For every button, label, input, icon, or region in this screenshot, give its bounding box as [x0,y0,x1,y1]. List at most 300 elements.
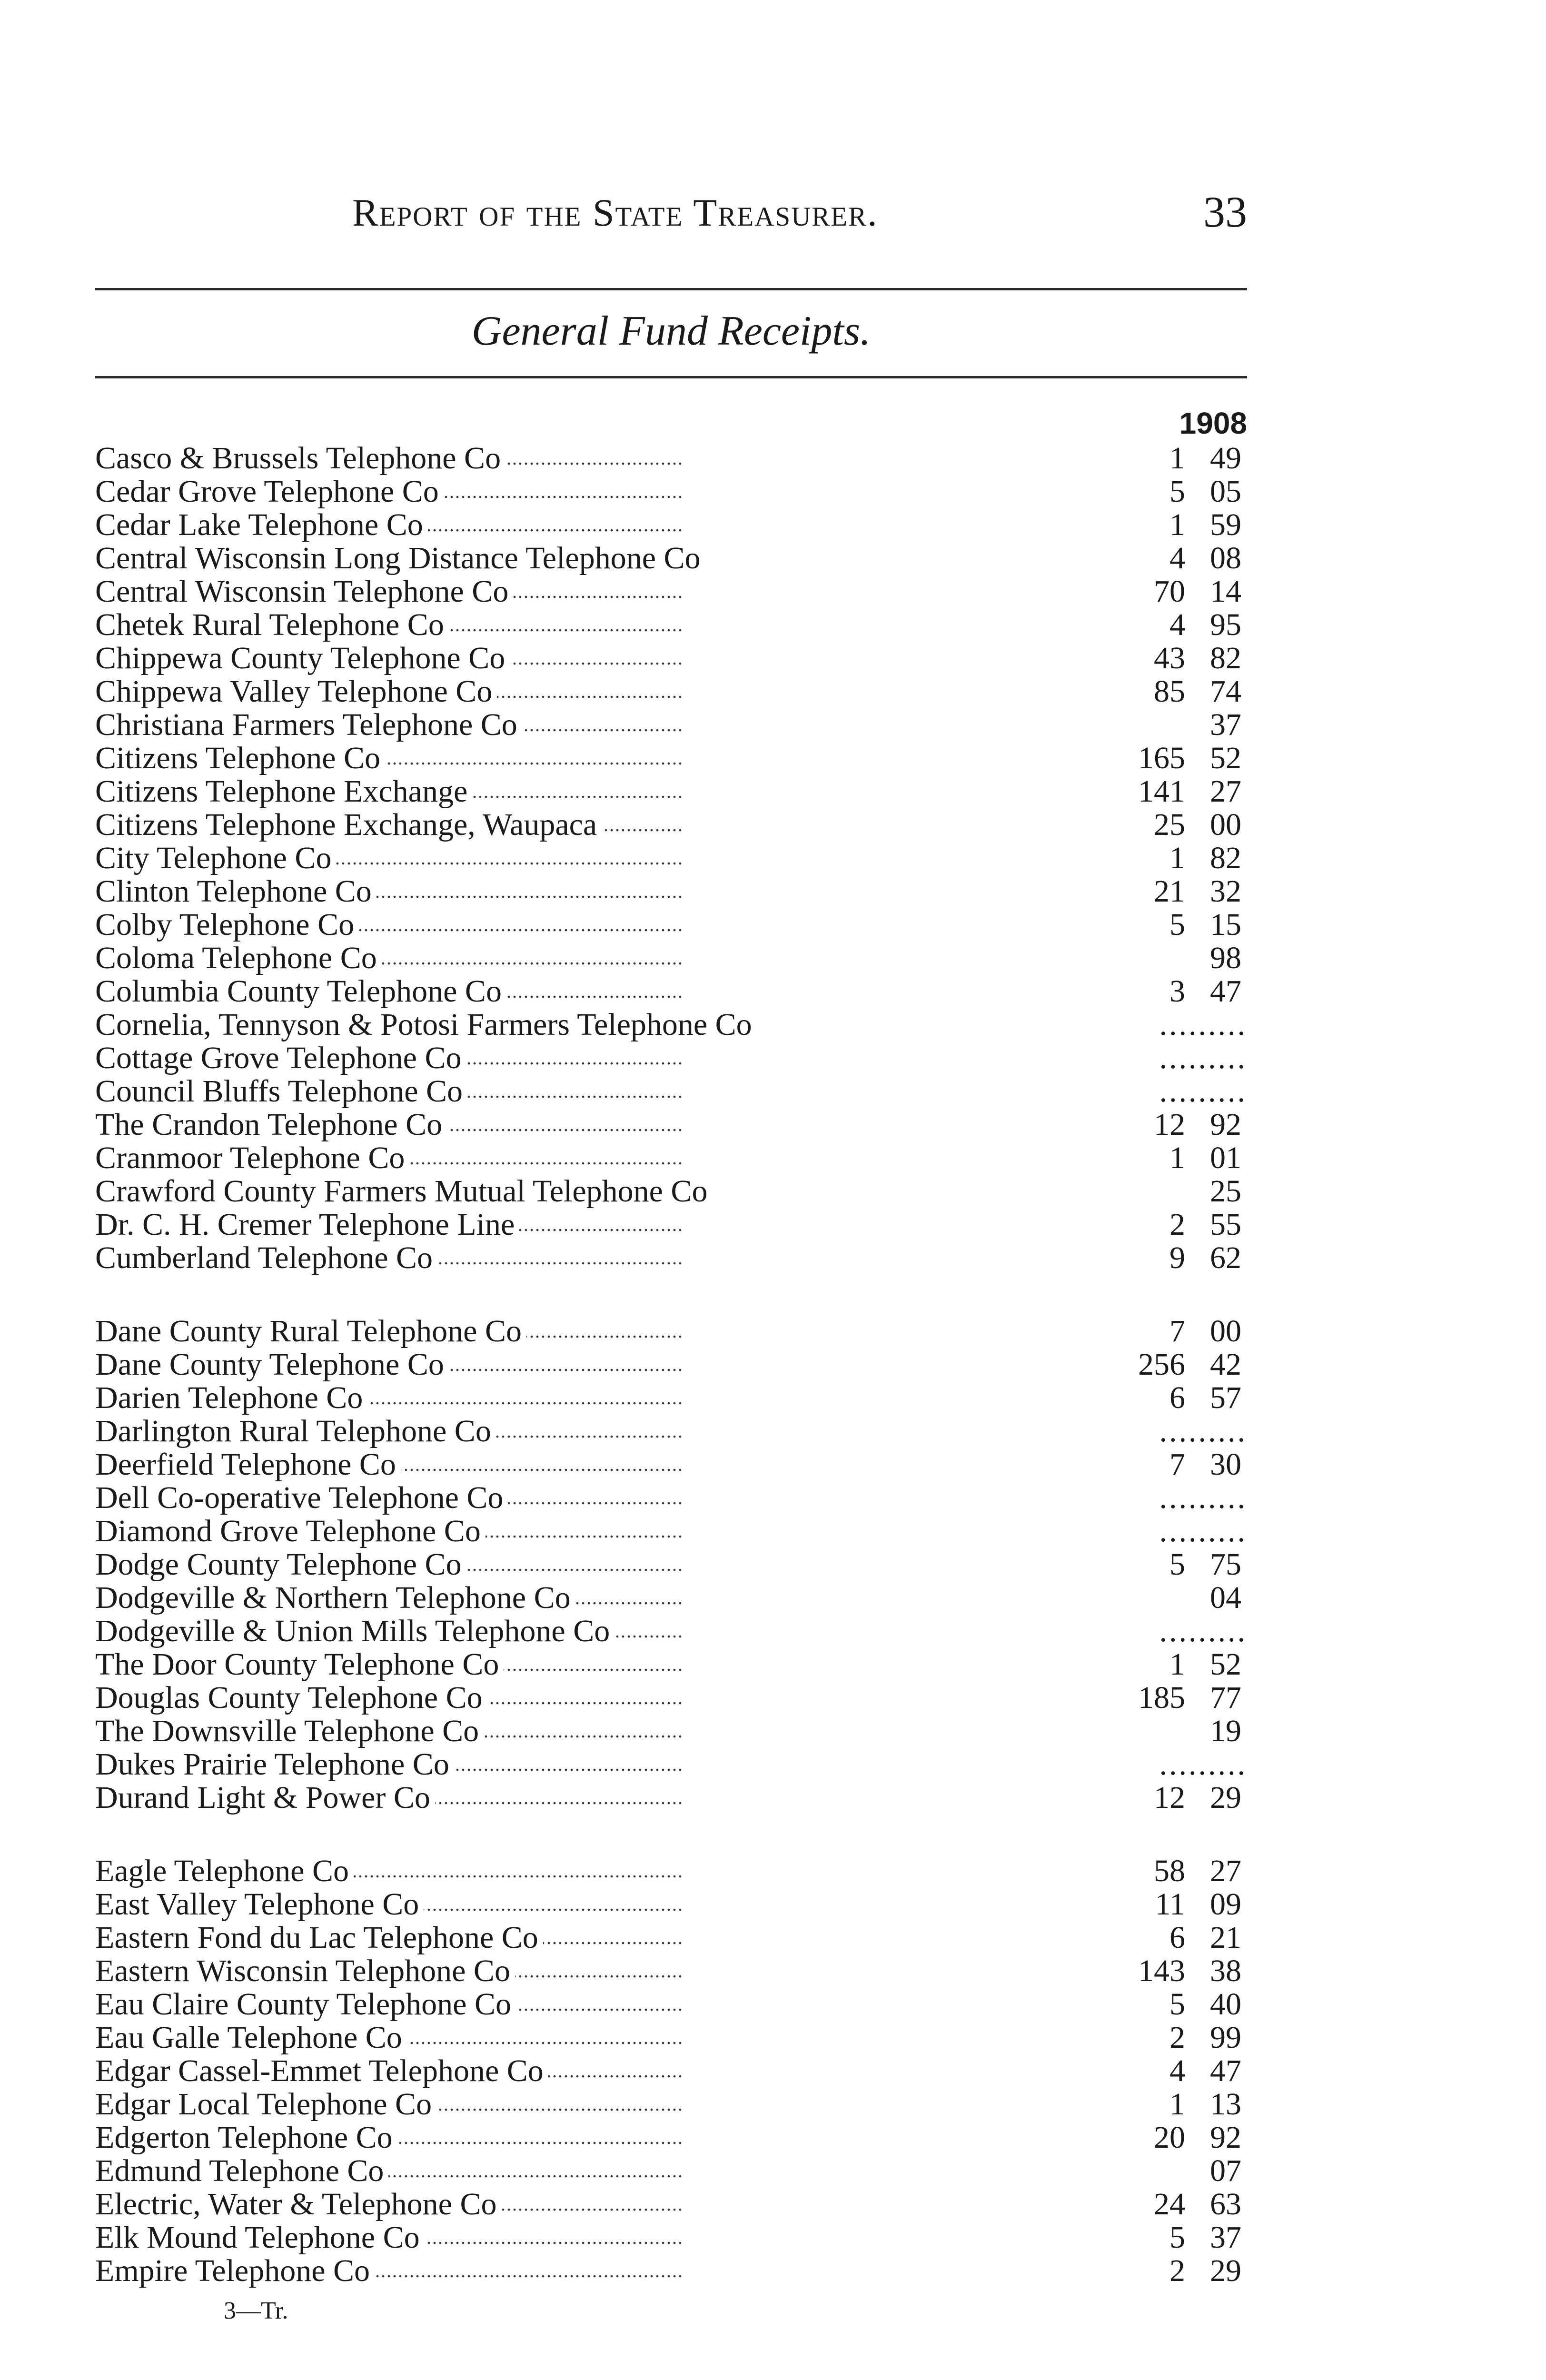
company-name-text: Dodgeville & Northern Telephone Co [95,1581,575,1615]
amount-dollars: 5 [1169,1987,1185,2022]
list-item [95,542,1247,575]
amount-cents: 08 [1210,541,1241,575]
amount [1076,1381,1247,1415]
amount [1076,1615,1247,1648]
amount [1076,575,1247,608]
amount-dollars: 1 [1169,507,1185,542]
signature-mark: 3—Tr. [224,2297,288,2324]
company-name [95,2188,1047,2221]
list-item [95,1854,1247,1888]
amount [1076,1715,1247,1748]
amount-dollars: 7 [1169,1314,1185,1349]
company-name [95,575,1047,608]
company-name-text: Citizens Telephone Co [95,742,385,775]
company-name [95,608,1047,642]
company-name [95,875,1047,908]
list-item [95,775,1247,808]
amount [1076,1241,1247,1275]
amount-cents: 37 [1210,707,1241,742]
list-item [95,1615,1247,1648]
amount [1076,1315,1247,1348]
amount-dollars: 4 [1169,2053,1185,2088]
company-name [95,1921,1047,1954]
amount-dollars: 1 [1169,1140,1185,1175]
company-name [95,2054,1047,2088]
list-item [95,1715,1247,1748]
company-name [95,842,1047,875]
amount-cents: 13 [1210,2087,1241,2122]
amount [1076,2021,1247,2054]
amount-dollars: 43 [1154,641,1185,675]
amount-cents: 30 [1210,1447,1241,1482]
no-amount-leader: ......... [1159,1414,1247,1448]
company-name-text: Empire Telephone Co [95,2254,375,2288]
amount [1076,1041,1247,1075]
amount [1076,1108,1247,1141]
amount-cents: 07 [1210,2153,1241,2188]
amount-cents: 74 [1210,674,1241,709]
amount-cents: 55 [1210,1207,1241,1242]
company-name-text: Central Wisconsin Long Distance Telephone Co [95,542,705,575]
list-item [95,1415,1247,1448]
amount-dollars: 3 [1169,974,1185,1009]
top-rule [95,288,1247,290]
amount [1076,2121,1247,2154]
company-name-text: Edgerton Telephone Co [95,2121,397,2154]
list-item [95,1581,1247,1615]
amount-dollars: 11 [1155,1887,1185,1922]
no-amount-leader: ......... [1159,1041,1247,1075]
amount [1076,2221,1247,2254]
amount-dollars: 6 [1169,1920,1185,1955]
company-name [95,1108,1047,1141]
list-item [95,642,1247,675]
no-amount-leader: ......... [1159,1074,1247,1109]
amount-cents: 00 [1210,807,1241,842]
list-item [95,1348,1247,1381]
list-item [95,1548,1247,1581]
list-item [95,1888,1247,1921]
company-name-text: Cottage Grove Telephone Co [95,1041,466,1075]
amount [1076,1921,1247,1954]
company-name [95,2088,1047,2121]
list-item [95,1041,1247,1075]
amount [1076,1648,1247,1681]
amount-dollars: 2 [1169,1207,1185,1242]
company-name [95,1615,1047,1648]
company-name-text: Douglas County Telephone Co [95,1681,487,1715]
amount [1076,508,1247,542]
company-name-text: The Downsville Telephone Co [95,1715,484,1748]
amount-dollars: 58 [1154,1854,1185,1888]
company-name [95,1208,1047,1241]
amount-cents: 09 [1210,1887,1241,1922]
amount-cents: 92 [1210,2120,1241,2155]
company-name-text: Christiana Farmers Telephone Co [95,708,522,742]
amount [1076,2188,1247,2221]
company-name-text: East Valley Telephone Co [95,1888,424,1921]
amount [1076,1515,1247,1548]
company-name-text: Edmund Telephone Co [95,2154,388,2188]
amount-dollars: 7 [1169,1447,1185,1482]
company-name [95,1381,1047,1415]
amount [1076,1208,1247,1241]
amount-cents: 29 [1210,1780,1241,1815]
amount [1076,1854,1247,1888]
company-name-text: Diamond Grove Telephone Co [95,1515,486,1548]
list-item [95,2121,1247,2154]
amount-dollars: 4 [1169,607,1185,642]
amount-cents: 37 [1210,2220,1241,2255]
amount-dollars: 1 [1169,841,1185,875]
amount-cents: 25 [1210,1174,1241,1209]
amount [1076,2254,1247,2288]
company-name-text: Dane County Telephone Co [95,1348,449,1381]
amount [1076,1748,1247,1781]
list-item [95,2021,1247,2054]
amount [1076,1415,1247,1448]
amount [1076,942,1247,975]
amount-cents: 77 [1210,1680,1241,1715]
company-name-text: Cedar Lake Telephone Co [95,508,428,542]
company-name [95,2121,1047,2154]
list-item [95,475,1247,508]
list-item [95,1481,1247,1515]
amount [1076,2088,1247,2121]
amount-cents: 00 [1210,1314,1241,1349]
amount [1076,1988,1247,2021]
list-item [95,1681,1247,1715]
company-name [95,1415,1047,1448]
company-name [95,2221,1047,2254]
list-item [95,842,1247,875]
amount [1076,2054,1247,2088]
no-amount-leader: ......... [1159,1614,1247,1648]
list-item [95,1075,1247,1108]
company-name [95,1781,1047,1815]
company-name [95,1175,1047,1208]
amount [1076,808,1247,842]
amount-cents: 63 [1210,2187,1241,2221]
amount [1076,1581,1247,1615]
amount [1076,1781,1247,1815]
company-name-text: Edgar Local Telephone Co [95,2088,436,2121]
list-item [95,675,1247,708]
list-item [95,608,1247,642]
amount-cents: 19 [1210,1714,1241,1748]
company-name [95,1348,1047,1381]
list-item [95,975,1247,1008]
company-name [95,1141,1047,1175]
company-name [95,1888,1047,1921]
company-name [95,1715,1047,1748]
receipts-list [95,442,1247,2288]
company-name-text: Council Bluffs Telephone Co [95,1075,467,1108]
company-name [95,1748,1047,1781]
amount-cents: 92 [1210,1107,1241,1142]
company-name [95,1988,1047,2021]
company-name-text: Coloma Telephone Co [95,942,382,975]
list-item [95,1921,1247,1954]
company-name-text: Dell Co-operative Telephone Co [95,1481,508,1515]
amount [1076,1888,1247,1921]
company-name [95,808,1047,842]
no-amount-leader: ......... [1159,1007,1247,1042]
amount-dollars: 1 [1169,1647,1185,1682]
amount [1076,975,1247,1008]
company-name-text: Chippewa County Telephone Co [95,642,510,675]
amount [1076,1348,1247,1381]
page-number: 33 [1203,188,1247,236]
amount [1076,708,1247,742]
amount-dollars: 70 [1154,574,1185,609]
amount [1076,908,1247,942]
company-name [95,642,1047,675]
list-item [95,1315,1247,1348]
section-title: General Fund Receipts. [471,308,871,354]
amount-dollars: 141 [1138,774,1185,809]
list-item [95,1954,1247,1988]
amount-dollars: 9 [1169,1240,1185,1275]
list-item [95,808,1247,842]
amount-cents: 47 [1210,2053,1241,2088]
company-name-text: Dodge County Telephone Co [95,1548,466,1581]
list-item [95,1108,1247,1141]
running-header [95,190,1247,238]
company-name-text: Dodgeville & Union Mills Telephone Co [95,1615,614,1648]
amount-cents: 29 [1210,2253,1241,2288]
amount [1076,742,1247,775]
company-name-text: Crawford County Farmers Mutual Telephone Co [95,1175,712,1208]
amount-cents: 82 [1210,841,1241,875]
amount [1076,842,1247,875]
company-name [95,1241,1047,1275]
company-name-text: Clinton Telephone Co [95,875,377,908]
company-name-text: City Telephone Co [95,842,336,875]
list-item [95,2188,1247,2221]
company-name-text: Columbia County Telephone Co [95,975,506,1008]
bottom-rule [95,376,1247,378]
amount-dollars: 25 [1154,807,1185,842]
amount-dollars: 1 [1169,441,1185,476]
amount-cents: 52 [1210,1647,1241,1682]
company-name-text: Casco & Brussels Telephone Co [95,442,505,475]
list-item [95,442,1247,475]
amount-dollars: 1 [1169,2087,1185,2122]
company-name-text: Chetek Rural Telephone Co [95,608,449,642]
company-name [95,2154,1047,2188]
company-name-text: Citizens Telephone Exchange, Waupaca [95,808,602,842]
company-name-text: Dane County Rural Telephone Co [95,1315,526,1348]
company-name-text: Darien Telephone Co [95,1381,367,1415]
company-name [95,508,1047,542]
amount-cents: 75 [1210,1547,1241,1582]
list-item [95,1381,1247,1415]
amount [1076,2154,1247,2188]
amount-cents: 62 [1210,1240,1241,1275]
company-name-text: The Crandon Telephone Co [95,1108,447,1141]
company-name [95,908,1047,942]
company-name [95,1448,1047,1481]
list-item [95,2154,1247,2188]
amount-dollars: 12 [1154,1107,1185,1142]
amount-cents: 59 [1210,507,1241,542]
list-item [95,2254,1247,2288]
company-name [95,442,1047,475]
amount-cents: 40 [1210,1987,1241,2022]
amount-cents: 99 [1210,2020,1241,2055]
no-amount-leader: ......... [1159,1514,1247,1548]
company-name [95,1315,1047,1348]
amount-dollars: 5 [1169,907,1185,942]
amount [1076,442,1247,475]
company-name-text: Central Wisconsin Telephone Co [95,575,513,608]
amount-cents: 27 [1210,1854,1241,1888]
amount-dollars: 21 [1154,874,1185,909]
amount-cents: 49 [1210,441,1241,476]
amount [1076,875,1247,908]
amount-cents: 04 [1210,1580,1241,1615]
amount [1076,775,1247,808]
list-item [95,1988,1247,2021]
no-amount-leader: ......... [1159,1747,1247,1782]
company-name [95,542,1047,575]
company-name-text: Eastern Wisconsin Telephone Co [95,1954,515,1988]
amount [1076,1954,1247,1988]
list-item [95,1141,1247,1175]
no-amount-leader: ......... [1159,1480,1247,1515]
amount-dollars: 12 [1154,1780,1185,1815]
list-item [95,708,1247,742]
amount-dollars: 143 [1138,1954,1185,1988]
amount [1076,542,1247,575]
company-name [95,1008,1047,1041]
amount [1076,1141,1247,1175]
header-title: Report of the State Treasurer. [352,191,878,234]
list-item [95,1208,1247,1241]
list-item [95,1175,1247,1208]
amount-cents: 27 [1210,774,1241,809]
amount-dollars: 20 [1154,2120,1185,2155]
company-name [95,1075,1047,1108]
company-name-text: Eastern Fond du Lac Telephone Co [95,1921,543,1954]
company-name-text: Elk Mound Telephone Co [95,2221,425,2254]
amount-cents: 14 [1210,574,1241,609]
company-name [95,742,1047,775]
amount-cents: 98 [1210,941,1241,975]
amount-cents: 52 [1210,741,1241,775]
company-name-text: Electric, Water & Telephone Co [95,2188,502,2221]
company-name [95,1548,1047,1581]
company-name [95,1041,1047,1075]
amount [1076,1175,1247,1208]
amount [1076,1008,1247,1041]
company-name-text: Edgar Cassel-Emmet Telephone Co [95,2054,548,2088]
amount-cents: 32 [1210,874,1241,909]
year-column-header: 1908 [1179,406,1247,440]
company-name-text: Dukes Prairie Telephone Co [95,1748,454,1781]
list-item [95,1448,1247,1481]
list-item [95,1648,1247,1681]
amount-cents: 21 [1210,1920,1241,1955]
company-name [95,1648,1047,1681]
amount-cents: 82 [1210,641,1241,675]
list-item [95,1781,1247,1815]
amount-cents: 47 [1210,974,1241,1009]
amount-dollars: 256 [1138,1347,1185,1382]
amount-dollars: 4 [1169,541,1185,575]
company-name [95,1481,1047,1515]
amount [1076,475,1247,508]
company-name-text: Citizens Telephone Exchange [95,775,472,808]
company-name-text: Colby Telephone Co [95,908,359,942]
list-item [95,942,1247,975]
amount [1076,1681,1247,1715]
list-item [95,1241,1247,1275]
company-name [95,475,1047,508]
amount-cents: 15 [1210,907,1241,942]
list-item [95,575,1247,608]
list-item [95,2221,1247,2254]
company-name [95,942,1047,975]
company-name [95,675,1047,708]
list-item [95,2054,1247,2088]
company-name-text: The Door County Telephone Co [95,1648,504,1681]
company-name-text: Dr. C. H. Cremer Telephone Line [95,1208,519,1241]
amount [1076,608,1247,642]
list-item [95,908,1247,942]
list-item [95,2088,1247,2121]
amount-cents: 42 [1210,1347,1241,1382]
amount-cents: 57 [1210,1380,1241,1415]
amount-dollars: 185 [1138,1680,1185,1715]
company-name-text: Eau Claire County Telephone Co [95,1988,516,2021]
amount-dollars: 6 [1169,1380,1185,1415]
list-item [95,1008,1247,1041]
amount-dollars: 2 [1169,2020,1185,2055]
company-name [95,1581,1047,1615]
amount-cents: 95 [1210,607,1241,642]
company-name-text: Eau Galle Telephone Co [95,2021,407,2054]
company-name [95,2254,1047,2288]
amount-dollars: 5 [1169,2220,1185,2255]
company-name [95,975,1047,1008]
company-name-text: Chippewa Valley Telephone Co [95,675,497,708]
list-item [95,742,1247,775]
company-name-text: Durand Light & Power Co [95,1781,435,1815]
amount-cents: 38 [1210,1954,1241,1988]
company-name [95,1954,1047,1988]
amount [1076,1548,1247,1581]
company-name [95,1854,1047,1888]
amount-cents: 01 [1210,1140,1241,1175]
list-item [95,1748,1247,1781]
list-item [95,508,1247,542]
company-name-text: Cumberland Telephone Co [95,1241,437,1275]
amount-dollars: 165 [1138,741,1185,775]
amount-dollars: 2 [1169,2253,1185,2288]
amount [1076,1075,1247,1108]
amount-dollars: 24 [1154,2187,1185,2221]
company-name-text: Deerfield Telephone Co [95,1448,401,1481]
amount [1076,1481,1247,1515]
amount-dollars: 85 [1154,674,1185,709]
amount-cents: 05 [1210,474,1241,509]
company-name-text: Cranmoor Telephone Co [95,1141,409,1175]
company-name-text: Darlington Rural Telephone Co [95,1415,496,1448]
amount-dollars: 5 [1169,1547,1185,1582]
company-name-text: Cornelia, Tennyson & Potosi Farmers Telephone Co [95,1008,757,1041]
